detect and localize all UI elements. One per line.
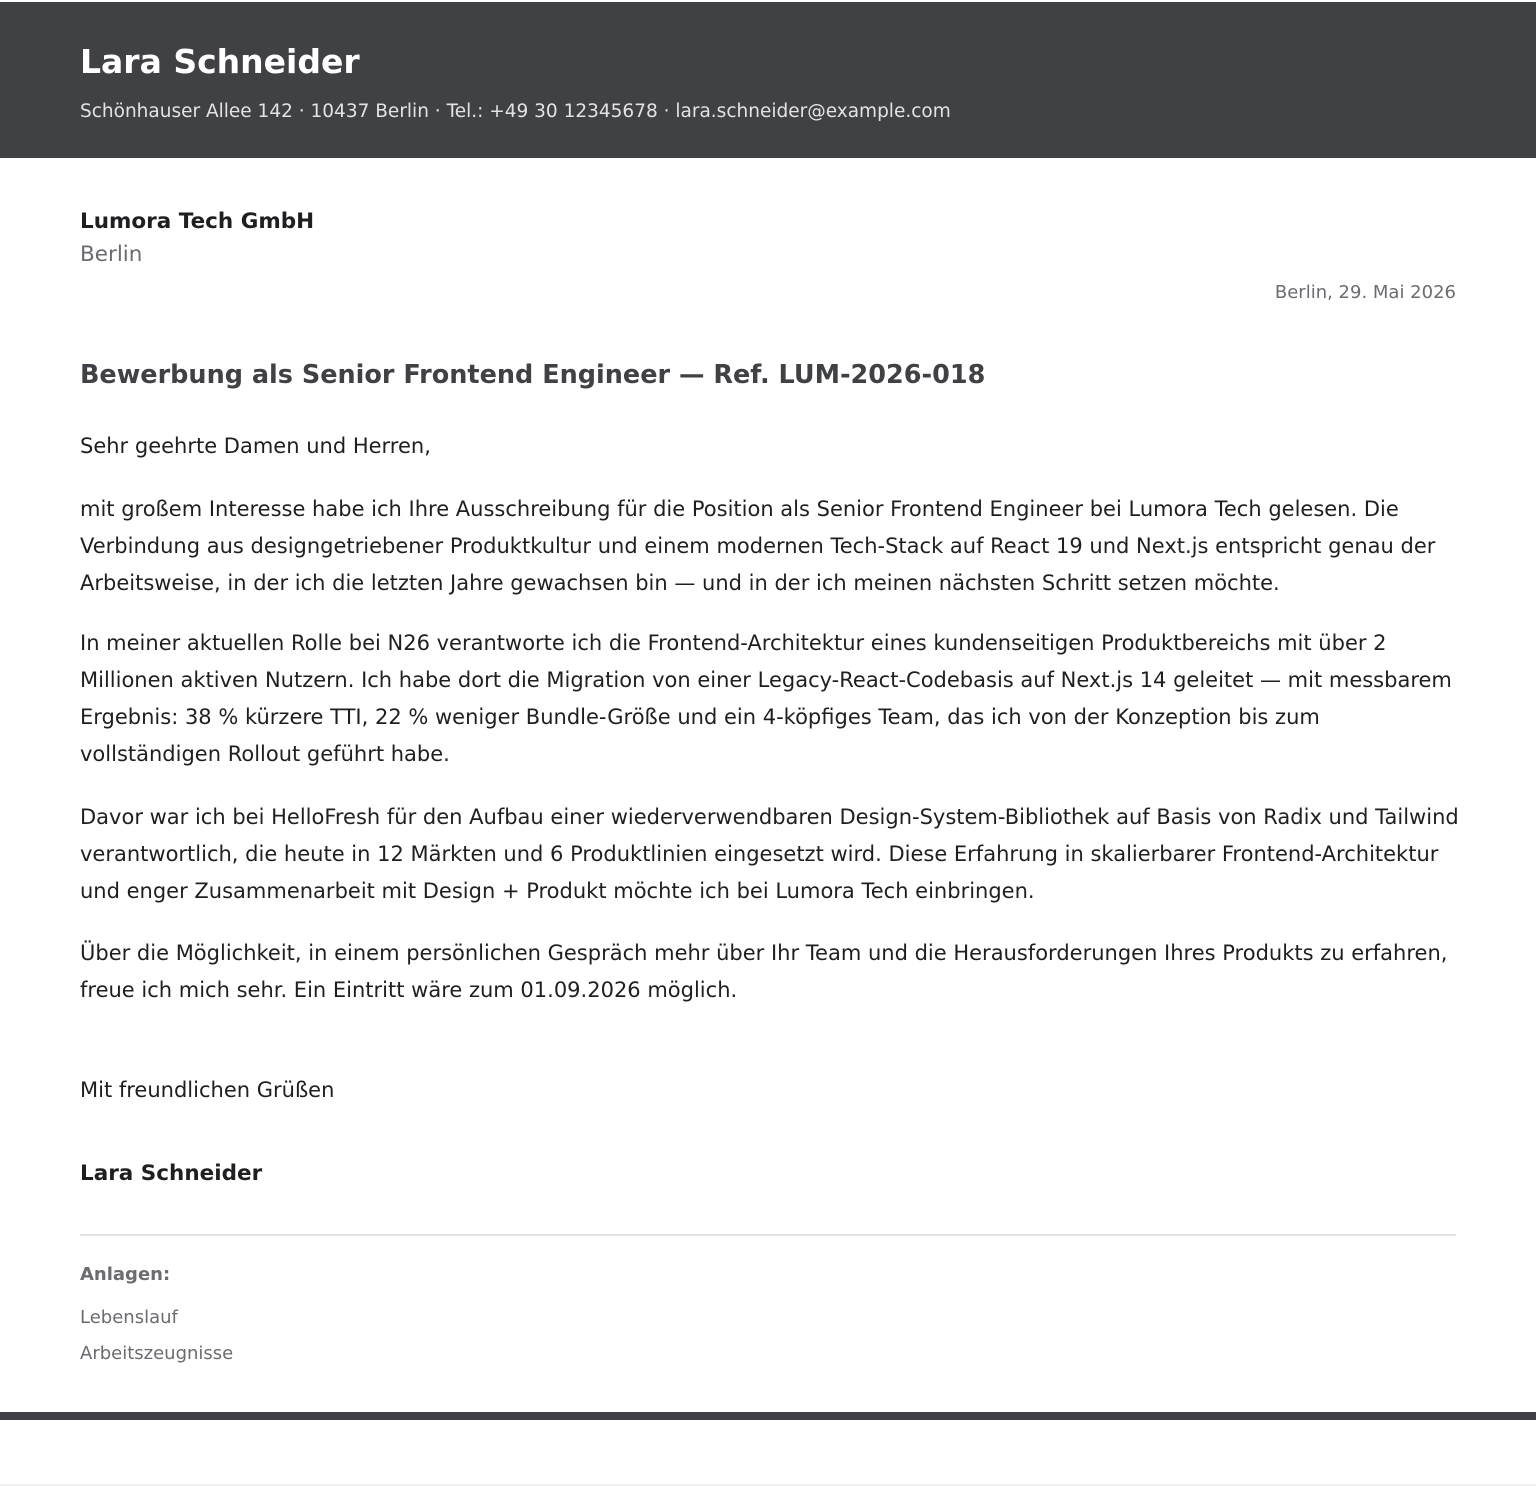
- body-paragraph: mit großem Interesse habe ich Ihre Ausschreibung für die Position als Senior Frontend Engineer bei Lumora Tech gelesen. Die Verbindung aus designgetriebener Produktkultur und einem modernen Tech-Stack auf React 19 und Next.js entspricht genau der Arbeitsweise, in der ich die letzten Jahre gewachsen bin — und in der ich meinen nächsten Schritt setzen möchte.: [80, 497, 1436, 595]
- closing-phrase: Mit freundlichen Grüßen: [80, 1078, 335, 1102]
- letter-header: [0, 2, 1536, 158]
- sender-name: Lara Schneider: [80, 42, 360, 81]
- attachment-item: Lebenslauf: [80, 1307, 178, 1328]
- attachments-divider: [80, 1234, 1456, 1236]
- body-paragraph: In meiner aktuellen Rolle bei N26 verantworte ich die Frontend-Architektur eines kundenseitigen Produktbereichs mit über 2 Millionen aktiven Nutzern. Ich habe dort die Migration von einer Legacy-React-Codebasis auf Next.js 14 geleitet — mit messbarem Ergebnis: 38 % kürzere TTI, 22 % weniger Bundle-Größe und ein 4-köpfiges Team, das ich von der Konzeption bis zum vollständigen Rollout geführt habe.: [80, 631, 1452, 766]
- letter-subject: Bewerbung als Senior Frontend Engineer — Ref. LUM-2026-018: [80, 360, 986, 390]
- recipient-city: Berlin: [80, 242, 143, 267]
- footer-bar: [0, 1412, 1536, 1420]
- body-paragraph: Über die Möglichkeit, in einem persönlichen Gespräch mehr über Ihr Team und die Herausforderungen Ihres Produkts zu erfahren, freue ich mich sehr. Ein Eintritt wäre zum 01.09.2026 möglich.: [80, 941, 1448, 1002]
- attachments-list: [80, 1300, 233, 1372]
- body-paragraph: Davor war ich bei HelloFresh für den Aufbau einer wiederverwendbaren Design-System-Bibliothek auf Basis von Radix und Tailwind verantwortlich, die heute in 12 Märkten und 6 Produktlinien eingesetzt wird. Diese Erfahrung in skalierbarer Frontend-Architektur und enger Zusammenarbeit mit Design + Produkt möchte ich bei Lumora Tech einbringen.: [80, 805, 1459, 903]
- recipient-company: Lumora Tech GmbH: [80, 209, 315, 234]
- letter-date: Berlin, 29. Mai 2026: [1274, 282, 1456, 303]
- signature-name: Lara Schneider: [80, 1161, 263, 1186]
- attachment-item: Arbeitszeugnisse: [80, 1343, 234, 1364]
- attachments-label: Anlagen:: [80, 1264, 171, 1285]
- salutation: Sehr geehrte Damen und Herren,: [80, 434, 431, 458]
- sender-contact-line: Schönhauser Allee 142 · 10437 Berlin · Tel.: +49 30 12345678 · lara.schneider@example.com: [80, 101, 951, 122]
